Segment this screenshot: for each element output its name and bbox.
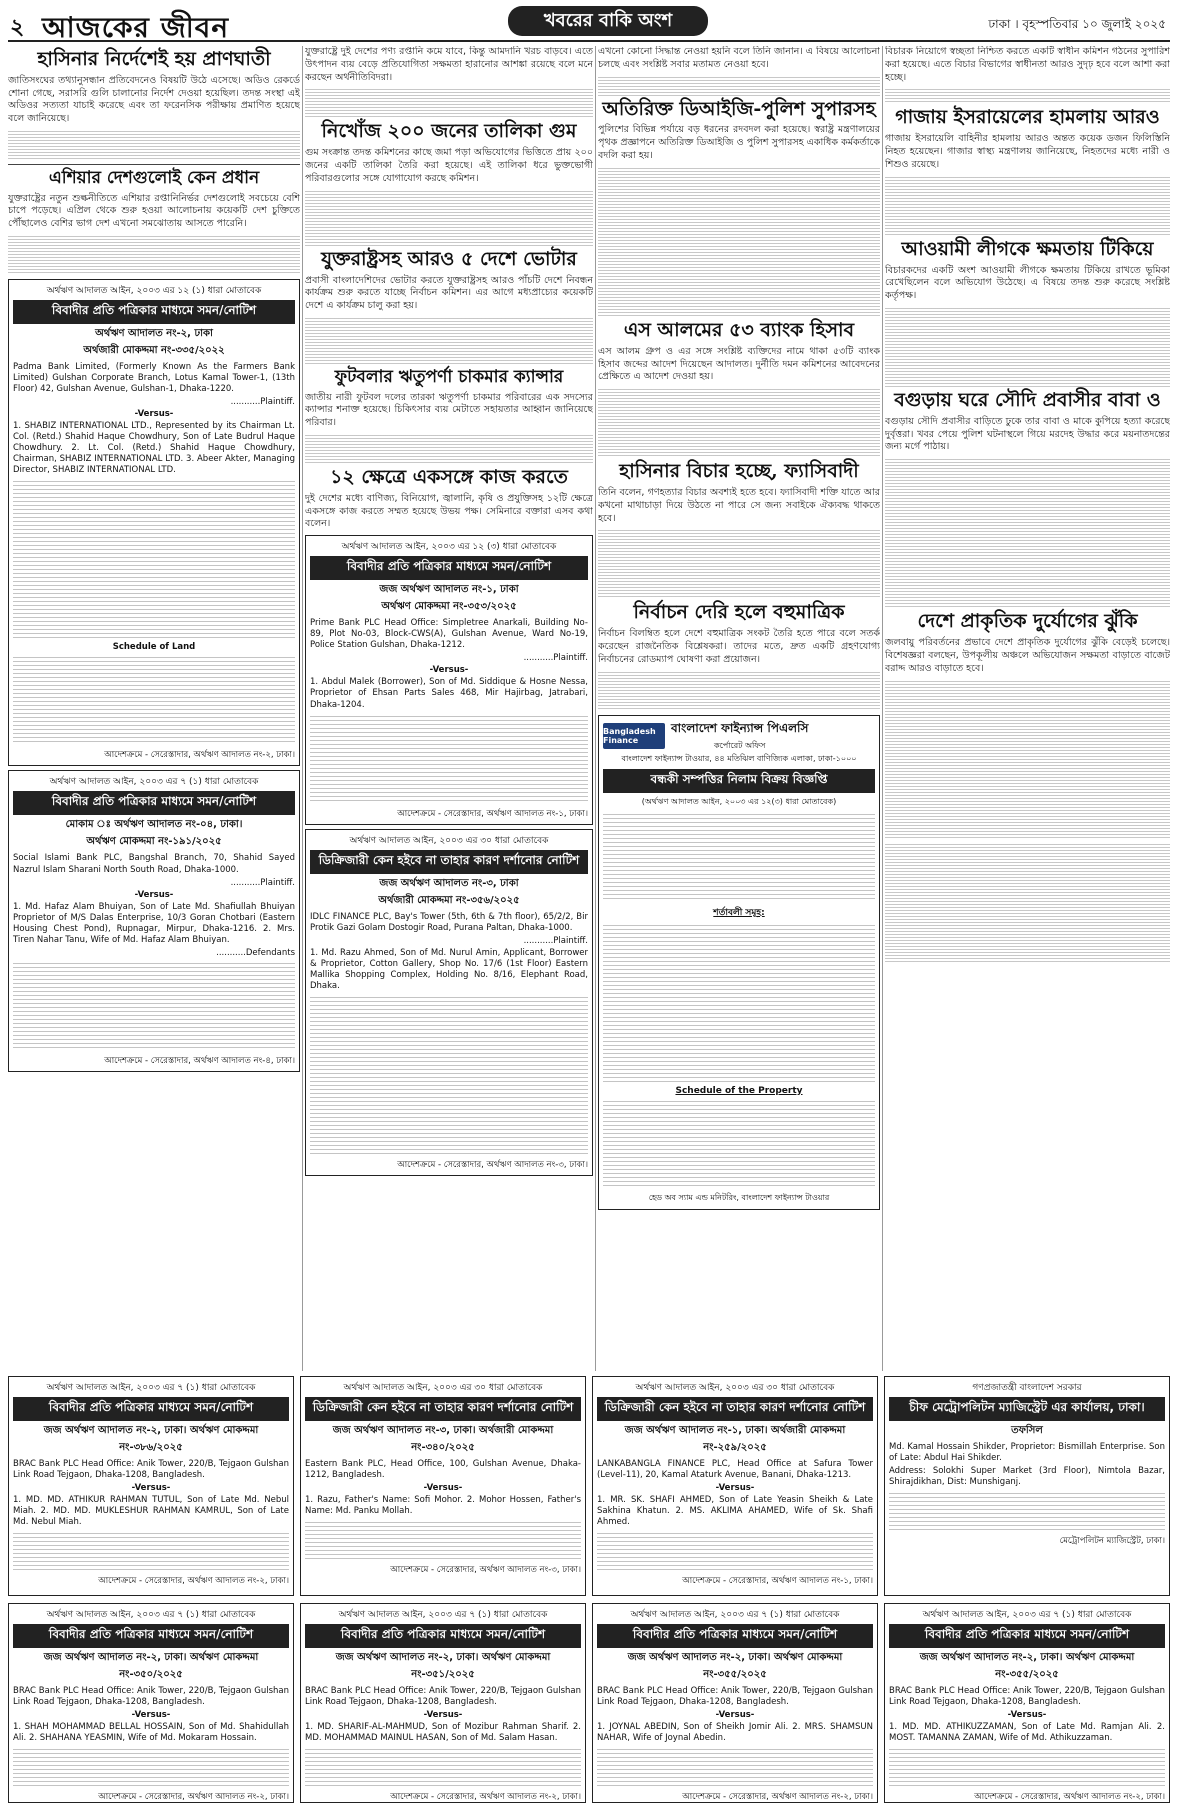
notice-defendants: 1. SHAH MOHAMMAD BELLAL HOSSAIN, Son of Md. Shahidullah Ali. 2. SHAHANA YEASMIN, Wife of Md. Mokaram Hossain. [13,1722,289,1744]
article-body: দুই দেশের মধ্যে বাণিজ্য, বিনিয়োগ, জ্বালানি, কৃষি ও প্রযুক্তিসহ ১২টি ক্ষেত্রে একসঙ্গে কাজ করতে সম্মত হয়েছে উভয় পক্ষ। সেমিনারে বক্তারা এসব কথা বলেন। [305,492,593,530]
issue-date: ঢাকা । বৃহস্পতিবার ১০ জুলাই ২০২৫ [988,17,1166,31]
notice-title: ডিক্রিজারী কেন হইবে না তাহার কারণ দর্শানোর নোটিশ [597,1397,873,1421]
notice-act: অর্থঋণ আদালত আইন, ২০০৩ এর ৩০ ধারা মোতাবেক [343,1383,543,1393]
notice-plaintiff: LANKABANGLA FINANCE PLC, Head Office at Safura Tower (Level-11), 20, Kamal Ataturk Avenue, Banani, Dhaka-1213. [597,1459,873,1481]
text-lines [885,843,1170,963]
notice-plaintiff: Social Islami Bank PLC, Bangshal Branch, 70, Shahid Sayed Nazrul Islam Sharani North South Road, Dhaka-1000. [13,853,295,875]
page-number: ২ [10,15,25,40]
divider [8,164,300,165]
text-lines [305,317,593,365]
text-lines [305,88,593,118]
headline: যুক্তরাষ্ট্রসহ আরও ৫ দেশে ভোটার [321,247,577,270]
ad-text-lines [603,812,875,902]
notice-act: গণপ্রজাতন্ত্রী বাংলাদেশ সরকার [972,1383,1082,1393]
notice-case-number: জজ অর্থঋণ আদালত নং-২, ঢাকা। অর্থঋণ মোকদ্দমা নং-৩৫৫/২০২৫ [627,1652,843,1680]
notice-defendants: 1. Md. Hafaz Alam Bhuiyan, Son of Late Md. Shafiullah Bhuiyan Proprietor of M/S Dalas Enterprise, 10/3 Goran Chotbari (Eastern Housing Chest Pond), Rupnagar, Mirpur, Dhaka-1216. 2. Mrs. Tiren Nahar Tanu, Wife of Md. Hafaz Alam Bhuiyan. [13,901,295,945]
notice-plaintiff: BRAC Bank PLC Head Office: Anik Tower, 220/B, Tejgaon Gulshan Link Road Tejgaon, Dhaka-1208, Bangladesh. [597,1686,873,1708]
article-body: বিচারক নিয়োগে স্বচ্ছতা নিশ্চিত করতে একটি স্বাধীন কমিশন গঠনের সুপারিশ করা হয়েছে। এতে বিচার বিভাগের স্বাধীনতা আরও সুদৃঢ় হবে বলে আশা করা হচ্ছে। [885,46,1170,83]
notice-signature: আদেশক্রমে - সেরেস্তাদার, অর্থঋণ আদালত নং-৪, ঢাকা। [104,1055,295,1066]
notice-signature: আদেশক্রমে - সেরেস্তাদার, অর্থঋণ আদালত নং-২, ঢাকা। [104,750,295,761]
notice-signature: আদেশক্রমে - সেরেস্তাদার, অর্থঋণ আদালত নং-৩, ঢাকা। [397,1159,588,1170]
notice-role: ...........Plaintiff. [230,397,295,408]
notice-defendants: 1. Md. Razu Ahmed, Son of Md. Nurul Amin, Applicant, Borrower & Proprietor, Cotton Gallery, Shop No. 17/6 (1st Floor) Eastern Mallika Shopping Complex, Holding No. 8/16, Elephant Road, Dhaka. [310,947,588,991]
article-body: এখনো কোনো সিদ্ধান্ত নেওয়া হয়নি বলে তিনি জানান। এ বিষয়ে আলোচনা চলছে এবং সংশ্লিষ্ট সবার মতামত নেওয়া হবে। [598,46,880,70]
legal-notice [300,1603,586,1803]
notice-row [8,1603,1170,1803]
column-divider [595,46,596,1371]
column-divider [882,46,883,1371]
text-lines [885,88,1170,104]
legal-notice [884,1376,1170,1596]
headline: ফুটবলার ঋতুপর্ণা চাকমার ক্যান্সার [334,367,564,387]
masthead [8,6,1170,42]
headline: বগুড়ায় ঘরে সৌদি প্রবাসীর বাবা ও [894,389,1161,411]
notice-role: ...........Defendants [216,947,295,958]
article-body: নির্বাচন বিলম্বিত হলে দেশে বহুমাত্রিক সংকট তৈরি হতে পারে বলে সতর্ক করেছেন রাজনৈতিক বিশ্লেষকরা। তাদের মতে, দ্রুত একটি গ্রহণযোগ্য নির্বাচনের রোডম্যাপ ঘোষণা করা প্রয়োজন। [598,628,880,665]
notice-court: জজ অর্থঋণ আদালত নং-৩, ঢাকা [379,877,519,889]
notice-versus: -Versus- [134,889,174,900]
notice-text-lines [889,1747,1165,1787]
headline: অতিরিক্ত ডিআইজি-পুলিশ সুপারসহ [602,97,876,120]
bangladesh-finance-logo: Bangladesh Finance [603,723,665,749]
text-lines [885,680,1170,840]
notice-versus: -Versus- [131,1710,171,1721]
notice-title: বিবাদীর প্রতি পত্রিকার মাধ্যমে সমন/নোটিশ [13,1624,289,1648]
notice-text-lines [597,1531,873,1571]
article-body: গুম সংক্রান্ত তদন্ত কমিশনের কাছে জমা পড়া অভিযোগের ভিত্তিতে প্রায় ২০০ জনের একটি তালিকা তৈরি করা হয়েছে। এই তালিকা ধরে ভুক্তভোগী পরিবারগুলোর সঙ্গে যোগাযোগ করছে কমিশন। [305,147,593,184]
headline: হাসিনার বিচার হচ্ছে, ফ্যাসিবাদী [619,460,859,483]
notice-title: বিবাদীর প্রতি পত্রিকার মাধ্যমে সমন/নোটিশ [13,1397,289,1421]
notice-plaintiff: IDLC FINANCE PLC, Bay's Tower (5th, 6th & 7th floor), 65/2/2, Bir Protik Gazi Golam Dostogir Road, Purana Paltan, Dhaka-1000. [310,911,588,933]
notice-case-number: অর্থঋণ মোকদ্দমা নং-১৯১/২০২৫ [86,836,222,848]
notice-versus: -Versus- [715,1710,755,1721]
notice-title: বিবাদীর প্রতি পত্রিকার মাধ্যমে সমন/নোটিশ [889,1624,1165,1648]
headline: নিখোঁজ ২০০ জনের তালিকা গুম [321,120,577,143]
column-2 [305,46,593,1371]
ad-company: বাংলাদেশ ফাইন্যান্স পিএলসি [671,720,809,735]
notice-title: ডিক্রিজারী কেন হইবে না তাহার কারণ দর্শানোর নোটিশ [305,1397,581,1421]
text-lines [885,458,1170,608]
notice-act: অর্থঋণ আদালত আইন, ২০০৩ এর ৭ (১) ধারা মোতাবেক [46,1383,256,1393]
ad-title: বন্ধকী সম্পত্তির নিলাম বিক্রয় বিজ্ঞপ্তি [603,769,875,793]
notice-text-lines [13,655,295,745]
notice-act: অর্থঋণ আদালত আইন, ২০০৩ এর ৭ (১) ধারা মোতাবেক [630,1610,840,1620]
notice-role: ...........Plaintiff. [523,935,588,946]
notice-title: বিবাদীর প্রতি পত্রিকার মাধ্যমে সমন/নোটিশ [13,300,295,324]
legal-notice [305,535,593,824]
legal-notice [592,1376,878,1596]
notice-text-lines [310,714,588,804]
article-body: জলবায়ু পরিবর্তনের প্রভাবে দেশে প্রাকৃতিক দুর্যোগের ঝুঁকি বেড়েই চলেছে। বিশেষজ্ঞরা বলছেন, উপকূলীয় অঞ্চলে অভিযোজন সক্ষমতা বাড়াতে বাজেট বরাদ্দ আরও বাড়াতে হবে। [885,637,1170,674]
notice-title: বিবাদীর প্রতি পত্রিকার মাধ্যমে সমন/নোটিশ [13,791,295,815]
notice-case-number: জজ অর্থঋণ আদালত নং-২, ঢাকা। অর্থঋণ মোকদ্দমা নং-৩৫০/২০২৫ [43,1652,259,1680]
notice-act: অর্থঋণ আদালত আইন, ২০০৩ এর ১২ (১) ধারা মোতাবেক [46,286,262,297]
ad-schedule-title: Schedule of the Property [675,1085,803,1096]
notice-signature: আদেশক্রমে - সেরেস্তাদার, অর্থঋণ আদালত নং-২, ঢাকা। [98,1576,289,1587]
notice-versus: -Versus- [715,1483,755,1494]
notice-case-number: অর্থজারী মোকদ্দমা নং-৩৫৬/২০২৫ [378,894,520,906]
notice-title: বিবাদীর প্রতি পত্রিকার মাধ্যমে সমন/নোটিশ [310,556,588,580]
notice-case-number: অর্থঋণ মোকদ্দমা নং-৩৫৩/২০২৫ [381,601,517,613]
notice-text-lines [13,479,295,639]
column-3 [598,46,880,1371]
ad-text-lines [603,1099,875,1189]
notice-case-number: অর্থজারী মোকদ্দমা নং-৩৩৫/২০২২ [83,345,225,357]
ad-conditions-title: শর্তাবলী সমূহ: [713,907,765,918]
notice-signature: আদেশক্রমে - সেরেস্তাদার, অর্থঋণ আদালত নং-৩, ঢাকা। [390,1565,581,1576]
article-body: বিচারকদের একটি অংশ আওয়ামী লীগকে ক্ষমতায় টিকিয়ে রাখতে ভূমিকা রেখেছিলেন বলে অভিযোগ উঠেছে। এ বিষয়ে তদন্ত শুরু করেছে সংশ্লিষ্ট কর্তৃপক্ষ। [885,264,1170,302]
notice-text-lines [13,1531,289,1571]
notice-act: অর্থঋণ আদালত আইন, ২০০৩ এর ৭ (১) ধারা মোতাবেক [338,1610,548,1620]
notice-plaintiff: BRAC Bank PLC Head Office: Anik Tower, 220/B, Tejgaon Gulshan Link Road Tejgaon, Dhaka-1208, Bangladesh. [13,1459,289,1481]
notice-versus: -Versus- [429,665,469,676]
notice-signature: আদেশক্রমে - সেরেস্তাদার, অর্থঋণ আদালত নং-২, ঢাকা। [682,1792,873,1803]
article-body: পুলিশের বিভিন্ন পর্যায়ে বড় ধরনের রদবদল করা হয়েছে। স্বরাষ্ট্র মন্ত্রণালয়ের পৃথক প্রজ্ঞাপনে অতিরিক্ত ডিআইজি ও পুলিশ সুপারসহ একাধিক কর্মকর্তাকে বদলি করা হয়। [598,124,880,162]
text-lines [8,235,300,275]
text-lines [598,529,880,599]
headline: দেশে প্রাকৃতিক দুর্যোগের ঝুঁকি [917,610,1138,633]
text-lines [885,307,1170,387]
notice-row [8,1376,1170,1596]
notice-act: অর্থঋণ আদালত আইন, ২০০৩ এর ৭ (১) ধারা মোতাবেক [922,1610,1132,1620]
headline: নির্বাচন দেরি হলে বহুমাত্রিক [633,601,845,624]
text-lines [598,76,880,96]
notice-title: বিবাদীর প্রতি পত্রিকার মাধ্যমে সমন/নোটিশ [305,1624,581,1648]
notice-act: অর্থঋণ আদালত আইন, ২০০৩ এর ১২ (৩) ধারা মোতাবেক [341,542,557,553]
ad-text-lines [603,923,875,1083]
notice-case-number: জজ অর্থঋণ আদালত নং-২, ঢাকা। অর্থঋণ মোকদ্দমা নং-৩৫১/২০২৫ [335,1652,551,1680]
legal-notice [300,1376,586,1596]
legal-notice [8,1376,294,1596]
notice-case-number: জজ অর্থঋণ আদালত নং-২, ঢাকা। অর্থঋণ মোকদ্দমা নং-৩৮৬/২০২৫ [43,1425,259,1453]
headline: গাজায় ইসরায়েলের হামলায় আরও [895,106,1160,129]
notice-defendants: 1. JOYNAL ABEDIN, Son of Sheikh Jomir Ali. 2. MRS. SHAMSUN NAHAR, Wife of Joynal Abedin. [597,1722,873,1744]
notice-signature: আদেশক্রমে - সেরেস্তাদার, অর্থঋণ আদালত নং-১, ঢাকা। [682,1576,873,1587]
notice-act: অর্থঋণ আদালত আইন, ২০০৩ এর ৩০ ধারা মোতাবেক [635,1383,835,1393]
headline: আওয়ামী লীগকে ক্ষমতায় টিকিয়ে [901,237,1154,260]
notice-role: ...........Plaintiff. [230,877,295,888]
notice-signature: আদেশক্রমে - সেরেস্তাদার, অর্থঋণ আদালত নং-১, ঢাকা। [397,808,588,819]
notice-text-lines [13,1747,289,1787]
notice-text-lines [889,1491,1165,1531]
headline: হাসিনার নির্দেশেই হয় প্রাণঘাতী [37,48,271,70]
legal-notice [8,279,300,766]
notice-defendants: 1. MD. SHARIF-AL-MAHMUD, Son of Mozibur Rahman Sharif. 2. MD. MOHAMMAD MAINUL HASAN, Son of Md. Salam Hasan. [305,1722,581,1744]
headline: এশিয়ার দেশগুলোই কেন প্রধান [48,168,260,189]
notice-signature: আদেশক্রমে - সেরেস্তাদার, অর্থঋণ আদালত নং-২, ঢাকা। [974,1792,1165,1803]
ad-office: কর্পোরেট অফিস [713,740,766,750]
article-body: তিনি বলেন, গণহত্যার বিচার অবশ্যই হতে হবে। ফ্যাসিবাদী শক্তি যাতে আর কখনো মাথাচাড়া দিয়ে উঠতে না পারে সে জন্য সবাইকে ঐক্যবদ্ধ থাকতে হবে। [598,487,880,524]
article-body: এস আলম গ্রুপ ও এর সঙ্গে সংশ্লিষ্ট ব্যক্তিদের নামে থাকা ৫৩টি ব্যাংক হিসাব জব্দের আদেশ দিয়েছেন আদালত। দুর্নীতি দমন কমিশনের আবেদনের প্রেক্ষিতে এ আদেশ দেওয়া হয়। [598,345,880,383]
notice-court: অর্থঋণ আদালত নং-২, ঢাকা [95,328,213,340]
legal-notice [884,1603,1170,1803]
column-1 [8,46,300,1371]
notice-versus: -Versus- [134,409,174,420]
notice-versus: -Versus- [1007,1710,1047,1721]
notice-text-lines [597,1747,873,1787]
notice-text-lines [310,995,588,1155]
notice-text-lines [13,961,295,1051]
article-body: জাতীয় নারী ফুটবল দলের তারকা ঋতুপর্ণা চাকমার পরিবারের এক সদস্যের ক্যান্সার শনাক্ত হয়েছে। চিকিৎসার ব্যয় মেটাতে সহায়তার আহ্বান জানিয়েছে পরিবার। [305,391,593,429]
text-lines [885,176,1170,236]
notice-title: ডিক্রিজারী কেন হইবে না তাহার কারণ দর্শানোর নোটিশ [310,850,588,874]
headline: এস আলমের ৫৩ ব্যাংক হিসাব [623,318,855,341]
column-4 [885,46,1170,1371]
text-lines [305,190,593,246]
notice-plaintiff: Md. Kamal Hossain Shikder, Proprietor: Bismillah Enterprise. Son of Late: Abdul Hai Shikder. [889,1442,1165,1464]
notice-versus: -Versus- [423,1483,463,1494]
notice-schedule-title: Schedule of Land [112,642,196,653]
article-body: গাজায় ইসরায়েলি বাহিনীর হামলায় আরও অন্তত কয়েক ডজন ফিলিস্তিনি নিহত হয়েছেন। গাজার স্বাস্থ্য মন্ত্রণালয় জানিয়েছে, নিহতদের মধ্যে নারী ও শিশুও রয়েছে। [885,133,1170,170]
legal-notice [592,1603,878,1803]
notice-act: অর্থঋণ আদালত আইন, ২০০৩ এর ৩০ ধারা মোতাবেক [349,835,549,846]
notice-title: বিবাদীর প্রতি পত্রিকার মাধ্যমে সমন/নোটিশ [597,1624,873,1648]
notice-defendants: 1. Razu, Father's Name: Sofi Mohor. 2. Mohor Hossen, Father's Name: Md. Panku Mollah. [305,1495,581,1517]
article-body: জাতিসংঘের তথ্যানুসন্ধান প্রতিবেদনেও বিষয়টি উঠে এসেছে। অডিও রেকর্ডে শোনা গেছে, সরাসরি গুলি চালানোর নির্দেশ দেওয়া হয়েছিল। তদন্ত সংস্থা এই অডিওর সত্যতা যাচাই করেছে এবং তা ফরেনসিক পরীক্ষায় প্রমাণিত হয়েছে বলে জানিয়েছে। [8,74,300,125]
notice-title: চীফ মেট্রোপলিটন ম্যাজিস্ট্রেট এর কার্যালয়, ঢাকা। [889,1397,1165,1421]
ad-subtitle: (অর্থঋণ আদালত আইন, ২০০৩ এর ১২(৩) ধারা মোতাবেক) [641,796,837,806]
text-lines [8,130,300,160]
text-lines [598,167,880,317]
ad-company-block [671,720,808,753]
notice-plaintiff: Padma Bank Limited, (Formerly Known As the Farmers Bank Limited) Gulshan Corporate Branch, Lotus Kamal Tower-1, (13th Floor) 42, Gulshan Avenue, Gulshan-1, Dhaka-1220. [13,362,295,395]
notice-court: মোকাম ঃ অর্থঋণ আদালত নং-০৪, ঢাকা। [65,819,243,831]
notice-text-lines [305,1747,581,1787]
legal-notice [305,829,593,1176]
notice-signature: মেট্রোপলিটন ম্যাজিস্ট্রেট, ঢাকা। [1059,1536,1165,1547]
notice-versus: -Versus- [131,1483,171,1494]
notice-defendants: Address: Solokhi Super Market (3rd Floor), Nimtola Bazar, Shirajdikhan, Dist: Munshiganj. [889,1466,1165,1488]
notice-plaintiff: BRAC Bank PLC Head Office: Anik Tower, 220/B, Tejgaon Gulshan Link Road Tejgaon, Dhaka-1208, Bangladesh. [305,1686,581,1708]
ad-footer: হেড অব স্যাম এন্ড মনিটরিং, বাংলাদেশ ফাইন্যান্স টাওয়ার [648,1192,830,1202]
legal-notice [8,1603,294,1803]
notice-plaintiff: BRAC Bank PLC Head Office: Anik Tower, 220/B, Tejgaon Gulshan Link Road Tejgaon, Dhaka-1208, Bangladesh. [13,1686,289,1708]
notice-defendants: 1. SHABIZ INTERNATIONAL LTD., Represented by its Chairman Lt. Col. (Retd.) Shahid Haque Chowdhury, Son of Late Budrul Haque Chowdhury. 2. Lt. Col. (Retd.) Shahid Haque Chowdhury, Chairman, SHABIZ INTERNATIONAL LTD. 3. Abeer Akter, Managing Director, SHABIZ INTERNATIONAL LTD. [13,421,295,476]
brand-logo: আজকের জীবন [42,11,230,44]
ad-header [603,720,875,753]
notice-plaintiff: Prime Bank PLC Head Office: Simpletree Anarkali, Building No-89, Plot No-03, Block-CWS(A), Gulshan Avenue, Ward No-19, Police Station Gulshan, Dhaka-1212. [310,618,588,651]
article-body: যুক্তরাষ্ট্রে দুই দেশের পণ্য রপ্তানি কমে যাবে, কিন্তু আমদানি খরচ বাড়বে। এতে উৎপাদন ব্যয় বেড়ে প্রতিযোগিতা সক্ষমতা হারানোর আশঙ্কা রয়েছে বলে মনে করছেন অর্থনীতিবিদরা। [305,46,593,83]
notice-case-number: জজ অর্থঋণ আদালত নং-২, ঢাকা। অর্থঋণ মোকদ্দমা নং-৩৫৫/২০২৫ [919,1652,1135,1680]
notice-defendants: 1. Abdul Malek (Borrower), Son of Md. Siddique & Hosne Nessa, Proprietor of Ehsan Parts Sales 468, Mir Hajirbag, Jatrabari, Dhaka-1204. [310,677,588,710]
notice-case-number: জজ অর্থঋণ আদালত নং-১, ঢাকা। অর্থজারী মোকদ্দমা নং-২৫৯/২০২৫ [624,1425,846,1453]
text-lines [598,671,880,711]
notice-signature: আদেশক্রমে - সেরেস্তাদার, অর্থঋণ আদালত নং-২, ঢাকা। [390,1792,581,1803]
notice-court: জজ অর্থঋণ আদালত নং-১, ঢাকা [379,584,519,596]
headline: ১২ ক্ষেত্রে একসঙ্গে কাজ করতে [330,465,568,488]
article-body: প্রবাসী বাংলাদেশিদের ভোটার করতে যুক্তরাষ্ট্রসহ আরও পাঁচটি দেশে নিবন্ধন কার্যক্রম শুরু করতে যাচ্ছে নির্বাচন কমিশন। এর আগে মধ্যপ্রাচ্যের কয়েকটি দেশে এ কার্যক্রম চালু করা হয়। [305,274,593,312]
notice-defendants: 1. MD. MD. ATHIKUZZAMAN, Son of Late Md. Ramjan Ali. 2. MOST. TAMANNA ZAMAN, Wife of Md. Athikuzzaman. [889,1722,1165,1744]
legal-notice [8,770,300,1071]
notice-case-number: তফসিল [1011,1425,1043,1436]
notice-case-number: জজ অর্থঋণ আদালত নং-৩, ঢাকা। অর্থজারী মোকদ্দমা নং-৩৪০/২০২৫ [332,1425,554,1453]
notice-defendants: 1. MD. MD. ATHIKUR RAHMAN TUTUL, Son of Late Md. Nebul Miah. 2. MD. MD. MUKLESHUR RAHMAN KAMRUL, Son of Late Md. Nebul Miah. [13,1495,289,1528]
notice-defendants: 1. MR. SK. SHAFI AHMED, Son of Late Yeasin Sheikh & Late Sakhina Khatun. 2. MS. AKLIMA AHAMED, Wife of Sk. Shafi Ahmed. [597,1495,873,1528]
notice-plaintiff: BRAC Bank PLC Head Office: Anik Tower, 220/B, Tejgaon Gulshan Link Road Tejgaon, Dhaka-1208, Bangladesh. [889,1686,1165,1708]
notice-act: অর্থঋণ আদালত আইন, ২০০৩ এর ৭ (১) ধারা মোতাবেক [46,1610,256,1620]
text-lines [305,434,593,464]
notice-signature: আদেশক্রমে - সেরেস্তাদার, অর্থঋণ আদালত নং-২, ঢাকা। [98,1792,289,1803]
article-body: যুক্তরাষ্ট্রের নতুন শুল্কনীতিতে এশিয়ার রপ্তানিনির্ভর দেশগুলোই সবচেয়ে বেশি চাপে পড়েছে। এপ্রিল থেকে শুরু হওয়া আলোচনায় কয়েকটি দেশ চুক্তিতে পৌঁছালেও বেশির ভাগ দেশ এখনো সমঝোতায় আসতে পারেনি। [8,192,300,230]
column-divider [302,46,303,1371]
text-lines [598,388,880,458]
notice-role: ...........Plaintiff. [523,653,588,664]
notice-plaintiff: Eastern Bank PLC, Head Office, 100, Gulshan Avenue, Dhaka-1212, Bangladesh. [305,1459,581,1481]
auction-advertisement [598,715,880,1210]
notice-versus: -Versus- [423,1710,463,1721]
notice-text-lines [305,1520,581,1560]
section-title: খবরের বাকি অংশ [508,6,708,36]
notice-act: অর্থঋণ আদালত আইন, ২০০৩ এর ৭ (১) ধারা মোতাবেক [49,777,259,788]
article-body: বগুড়ায় সৌদি প্রবাসীর বাড়িতে ঢুকে তার বাবা ও মাকে কুপিয়ে হত্যা করেছে দুর্বৃত্তরা। খবর পেয়ে পুলিশ ঘটনাস্থলে গিয়ে মরদেহ উদ্ধার করে ময়নাতদন্তের জন্য মর্গে পাঠায়। [885,415,1170,453]
ad-address: বাংলাদেশ ফাইন্যান্স টাওয়ার, ৪৪ মতিঝিল বাণিজ্যিক এলাকা, ঢাকা-১০০০ [621,753,857,763]
